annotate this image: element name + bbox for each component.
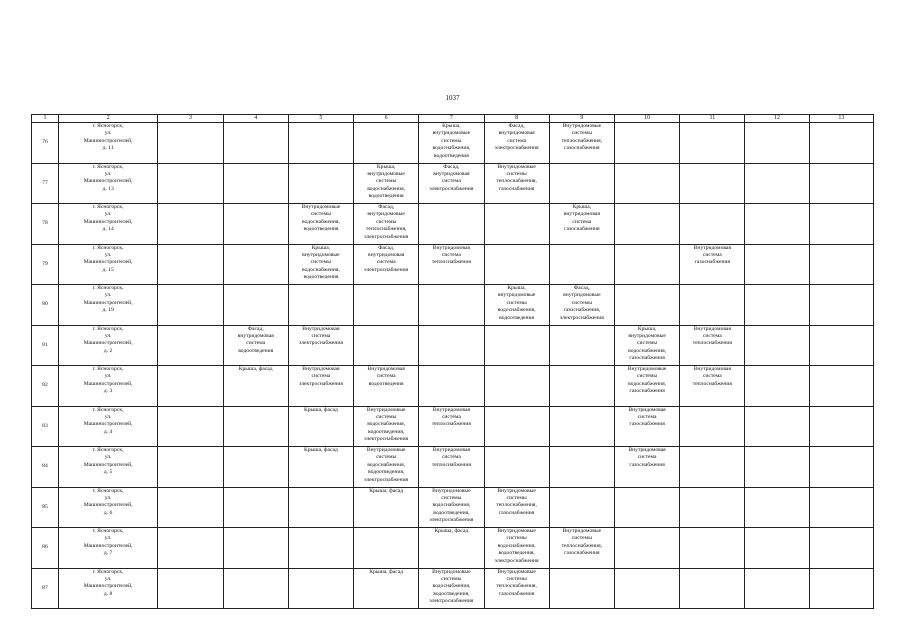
work-cell [614, 366, 679, 407]
work-cell [288, 366, 353, 407]
work-cell [809, 123, 873, 164]
row-number: 86 [32, 528, 59, 569]
work-cell [354, 244, 419, 285]
row-number: 76 [32, 123, 59, 164]
work-cell [484, 366, 549, 407]
work-text: Фасад, внутридомовая система электроснабжения [364, 244, 409, 273]
row-number: 78 [32, 204, 59, 245]
column-header: 12 [745, 115, 809, 123]
column-header: 5 [288, 115, 353, 123]
column-header: 6 [354, 115, 419, 123]
work-cell [158, 285, 223, 326]
work-text: Внутридомовая система электроснабжения [298, 366, 343, 387]
work-text: Крыша, фасад [238, 366, 273, 372]
work-text: Крыша, фасад [369, 568, 404, 575]
column-header: 11 [680, 115, 745, 123]
work-text: Крыша, внутридомовые системы водоснабжения, водоотведения [497, 285, 536, 321]
work-cell [158, 528, 223, 569]
work-cell [549, 123, 614, 164]
address-cell [58, 528, 157, 569]
work-cell [158, 123, 223, 164]
work-cell [484, 325, 549, 366]
table-row [32, 123, 874, 164]
address-cell [58, 325, 157, 366]
row-number: 83 [32, 406, 59, 447]
work-cell [549, 163, 614, 204]
work-cell [158, 447, 223, 488]
address-text: г. Ясногорск, ул. Машиностроителей, д. 13 [83, 163, 133, 192]
work-cell [354, 487, 419, 528]
row-number: 87 [32, 568, 59, 609]
work-cell [614, 325, 679, 366]
work-cell [288, 447, 353, 488]
work-cell [745, 123, 809, 164]
work-cell [288, 163, 353, 204]
address-cell [58, 244, 157, 285]
work-cell [549, 568, 614, 609]
work-cell [680, 487, 745, 528]
work-cell [223, 204, 288, 245]
column-header: 10 [614, 115, 679, 123]
work-cell [223, 568, 288, 609]
table-row [32, 163, 874, 204]
work-cell [223, 366, 288, 407]
work-text: Внутридомовые системы теплоснабжения, газоснабжения [561, 528, 603, 557]
work-text: Внутридомовая система теплоснабжения [431, 447, 471, 468]
work-cell [745, 406, 809, 447]
table-row [32, 366, 874, 407]
column-header: 3 [158, 115, 223, 123]
work-cell [680, 528, 745, 569]
address-cell [58, 487, 157, 528]
work-cell [288, 123, 353, 164]
work-text: Внутридомовые системы теплоснабжения, газоснабжения [561, 123, 603, 152]
work-cell [419, 406, 484, 447]
work-cell [680, 285, 745, 326]
address-text: г. Ясногорск, ул. Машиностроителей, д. 19 [83, 285, 133, 314]
work-cell [549, 244, 614, 285]
work-cell [809, 204, 873, 245]
table-row [32, 325, 874, 366]
row-number: 85 [32, 487, 59, 528]
work-cell [419, 163, 484, 204]
work-cell [288, 244, 353, 285]
address-text: г. Ясногорск, ул. Машиностроителей, д. 11 [83, 123, 133, 152]
work-cell [680, 244, 745, 285]
work-cell [419, 568, 484, 609]
work-cell [223, 325, 288, 366]
work-cell [680, 325, 745, 366]
work-cell [223, 487, 288, 528]
work-text: Крыша, фасад [303, 406, 338, 413]
work-cell [288, 325, 353, 366]
work-cell [484, 406, 549, 447]
work-text: Внутридомовая система газоснабжения [628, 406, 666, 428]
column-header: 1 [32, 115, 59, 123]
work-cell [680, 163, 745, 204]
work-cell [809, 285, 873, 326]
address-cell [58, 123, 157, 164]
table-row [32, 487, 874, 528]
address-text: г. Ясногорск, ул. Машиностроителей, д. 7 [83, 528, 133, 557]
work-cell [614, 244, 679, 285]
column-header: 7 [419, 115, 484, 123]
work-cell [288, 528, 353, 569]
work-text: Внутридомовые системы водоснабжения, водоотведения, электроснабжения [429, 487, 474, 524]
work-cell [745, 163, 809, 204]
work-cell [549, 528, 614, 569]
address-text: г. Ясногорск, ул. Машиностроителей, д. 4 [83, 406, 133, 435]
work-text: Внутридомовые системы теплоснабжения, газоснабжения [496, 487, 537, 516]
work-cell [809, 528, 873, 569]
work-cell [354, 123, 419, 164]
work-cell [484, 568, 549, 609]
work-cell [745, 447, 809, 488]
work-cell [614, 285, 679, 326]
work-cell [614, 487, 679, 528]
work-text: Внутридомовая система теплоснабжения [692, 325, 732, 347]
work-cell [484, 285, 549, 326]
work-text: Внутридомовая система теплоснабжения [431, 406, 471, 428]
address-cell [58, 163, 157, 204]
work-cell [484, 123, 549, 164]
work-text: Фасад, внутридомовые системы теплоснабжения, электроснабжения [364, 204, 409, 240]
address-text: г. Ясногорск, ул. Машиностроителей, д. 3 [83, 366, 133, 395]
work-text: Крыша, фасад [369, 487, 404, 494]
work-cell [223, 244, 288, 285]
work-cell [614, 568, 679, 609]
work-cell [158, 163, 223, 204]
address-text: г. Ясногорск, ул. Машиностроителей, д. 5 [83, 447, 133, 476]
row-number: 84 [32, 447, 59, 488]
work-cell [354, 528, 419, 569]
table-row [32, 204, 874, 245]
work-text: Внутридомовые системы водоснабжения, газоснабжения [627, 366, 667, 395]
work-cell [158, 487, 223, 528]
work-text: Внутридомовая система теплоснабжения [431, 244, 471, 266]
work-cell [419, 285, 484, 326]
work-cell [680, 568, 745, 609]
work-cell [809, 366, 873, 407]
work-text: Внутридомовая система газоснабжения [628, 447, 666, 468]
work-cell [745, 325, 809, 366]
address-cell [58, 366, 157, 407]
work-cell [484, 163, 549, 204]
address-cell [58, 204, 157, 245]
work-cell [809, 406, 873, 447]
work-cell [809, 447, 873, 488]
work-cell [223, 163, 288, 204]
work-cell [288, 487, 353, 528]
work-cell [419, 204, 484, 245]
work-cell [354, 366, 419, 407]
column-header: 13 [809, 115, 873, 123]
work-cell [549, 285, 614, 326]
work-cell [288, 204, 353, 245]
work-cell [614, 447, 679, 488]
work-cell [288, 406, 353, 447]
work-text: Внутридомовая система водоотведения [367, 366, 405, 387]
work-text: Внутридомовые системы водоснабжения, водоотведения [301, 204, 341, 233]
work-text: Крыша, внутридомовая система газоснабжения [563, 204, 600, 233]
work-cell [549, 487, 614, 528]
work-text: Внутридомовые системы теплоснабжения, газоснабжения [496, 568, 537, 597]
work-cell [354, 406, 419, 447]
work-cell [745, 244, 809, 285]
work-cell [745, 568, 809, 609]
work-cell [549, 447, 614, 488]
work-cell [158, 406, 223, 447]
column-header: 8 [484, 115, 549, 123]
work-cell [354, 163, 419, 204]
work-cell [223, 406, 288, 447]
work-cell [680, 366, 745, 407]
work-cell [484, 204, 549, 245]
column-header: 9 [549, 115, 614, 123]
table-row [32, 528, 874, 569]
work-cell [745, 366, 809, 407]
work-cell [809, 163, 873, 204]
work-cell [484, 244, 549, 285]
work-cell [223, 528, 288, 569]
work-text: Крыша, внутридомовые системы водоснабжения, водоотведения [432, 123, 471, 159]
work-cell [484, 447, 549, 488]
work-text: Внутридомовые системы водоснабжения, водоотведения, электроснабжения [429, 568, 474, 605]
work-cell [288, 568, 353, 609]
work-text: Внутридомовые системы водоснабжения, водоотведения, электроснабжения [494, 528, 539, 564]
work-text: Фасад, внутридомовая система водоотведения [237, 325, 274, 354]
work-text: Крыша, внутридомовые системы водоснабжения, водоотведения [367, 163, 406, 200]
table-row [32, 447, 874, 488]
address-text: г. Ясногорск, ул. Машиностроителей, д. 6 [83, 487, 133, 516]
page-number: 1037 [445, 94, 460, 102]
work-cell [223, 123, 288, 164]
work-text: Крыша, фасад [434, 528, 469, 534]
row-number: 77 [32, 163, 59, 204]
work-text: Фасад, внутридомовые системы газоснабжения, электроснабжения [559, 285, 604, 321]
work-cell [614, 528, 679, 569]
work-text: Внутридомовые системы теплоснабжения, газоснабжения [496, 163, 537, 192]
work-text: Крыша, внутридомовые системы водоснабжения, водоотведения [301, 244, 340, 281]
address-text: г. Ясногорск, ул. Машиностроителей, д. 15 [83, 244, 133, 273]
address-cell [58, 406, 157, 447]
row-number: 80 [32, 285, 59, 326]
work-cell [419, 487, 484, 528]
work-cell [614, 123, 679, 164]
work-cell [419, 366, 484, 407]
work-text: Внутридомовая система электроснабжения [298, 325, 343, 347]
work-cell [614, 406, 679, 447]
work-cell [809, 487, 873, 528]
row-number: 82 [32, 366, 59, 407]
work-cell [419, 447, 484, 488]
capital-repair-schedule-table [31, 114, 874, 609]
work-cell [484, 528, 549, 569]
work-text: Крыша, фасад [303, 447, 338, 453]
work-cell [158, 325, 223, 366]
work-text: Крыша, внутридомовые системы водоснабжения, газоснабжения [628, 325, 667, 362]
work-cell [745, 285, 809, 326]
work-cell [614, 204, 679, 245]
work-cell [549, 325, 614, 366]
work-cell [158, 204, 223, 245]
work-cell [680, 204, 745, 245]
work-text: Внутридомовая система газоснабжения [693, 244, 731, 266]
work-cell [549, 406, 614, 447]
table-row [32, 568, 874, 609]
work-cell [354, 568, 419, 609]
work-cell [745, 487, 809, 528]
address-cell [58, 568, 157, 609]
address-text: г. Ясногорск, ул. Машиностроителей, д. 8 [83, 568, 133, 597]
work-cell [809, 244, 873, 285]
work-cell [680, 406, 745, 447]
work-cell [549, 366, 614, 407]
work-cell [354, 285, 419, 326]
work-cell [680, 123, 745, 164]
address-text: г. Ясногорск, ул. Машиностроителей, д. 2 [83, 325, 133, 354]
work-cell [354, 447, 419, 488]
work-cell [158, 568, 223, 609]
work-cell [745, 204, 809, 245]
work-cell [419, 325, 484, 366]
work-cell [680, 447, 745, 488]
work-cell [614, 163, 679, 204]
work-cell [549, 204, 614, 245]
work-text: Фасад, внутридомовая система электроснабжения [429, 163, 474, 192]
header-row [32, 115, 874, 123]
work-cell [288, 285, 353, 326]
work-cell [354, 204, 419, 245]
work-text: Внутридомовые системы водоснабжения, водоотведения, электроснабжения [364, 406, 409, 443]
table-row [32, 406, 874, 447]
work-text: Фасад, внутридомовая система электроснабжения [494, 123, 539, 152]
address-text: г. Ясногорск, ул. Машиностроителей, д. 14 [83, 204, 133, 233]
column-header: 2 [58, 115, 157, 123]
address-cell [58, 447, 157, 488]
table-row [32, 285, 874, 326]
row-number: 81 [32, 325, 59, 366]
work-cell [223, 285, 288, 326]
work-text: Внутридомовые системы водоснабжения, водоотведения, электроснабжения [364, 447, 409, 483]
work-cell [158, 366, 223, 407]
work-cell [419, 528, 484, 569]
column-header: 4 [223, 115, 288, 123]
work-cell [223, 447, 288, 488]
work-text: Внутридомовая система теплоснабжения [692, 366, 732, 387]
table-row [32, 244, 874, 285]
work-cell [745, 528, 809, 569]
work-cell [419, 244, 484, 285]
row-number: 79 [32, 244, 59, 285]
work-cell [484, 487, 549, 528]
address-cell [58, 285, 157, 326]
work-cell [809, 325, 873, 366]
work-cell [809, 568, 873, 609]
work-cell [419, 123, 484, 164]
work-cell [158, 244, 223, 285]
work-cell [354, 325, 419, 366]
